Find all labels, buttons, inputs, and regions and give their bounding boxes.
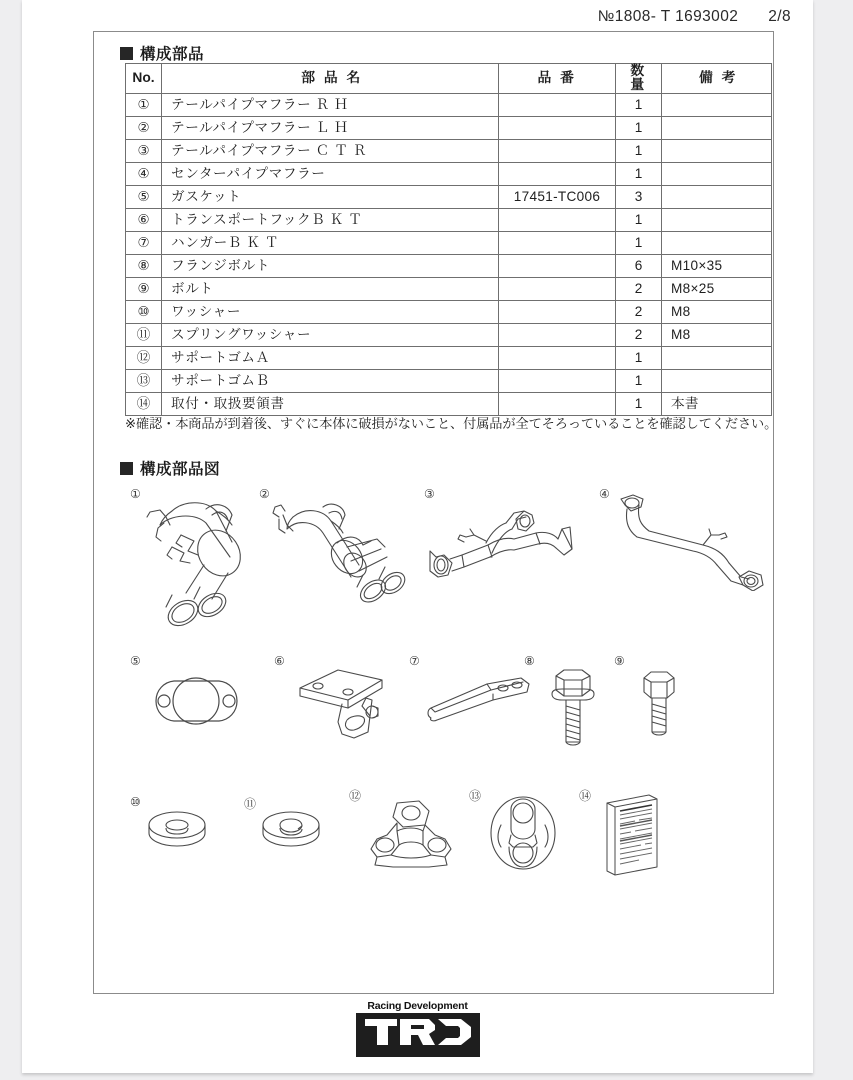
table-row bbox=[126, 116, 772, 139]
figure-transport-hook-bkt bbox=[274, 654, 404, 744]
table-row bbox=[126, 208, 772, 231]
table-header-row bbox=[126, 64, 772, 94]
cell-name: センターパイプマフラー bbox=[162, 162, 499, 185]
figure-number: ④ bbox=[599, 487, 610, 501]
cell-note bbox=[662, 208, 772, 231]
trd-tagline: Racing Development bbox=[367, 1000, 468, 1012]
cell-qty: 2 bbox=[616, 300, 662, 323]
cell-note bbox=[662, 162, 772, 185]
table-body bbox=[126, 93, 772, 415]
column-header-code: 品 番 bbox=[499, 64, 616, 94]
center-pipe-muffler-icon bbox=[607, 491, 772, 591]
table-row bbox=[126, 162, 772, 185]
spring-washer-icon bbox=[258, 809, 324, 853]
figure-number: ⑩ bbox=[130, 795, 141, 809]
cell-no: ⑬ bbox=[126, 369, 162, 392]
cell-code: 17451-TC006 bbox=[499, 185, 616, 208]
cell-note: M8×25 bbox=[662, 277, 772, 300]
tailpipe-muffler-rh-icon bbox=[136, 495, 266, 635]
bolt-icon bbox=[634, 670, 686, 742]
figure-tailpipe-muffler-lh bbox=[259, 487, 419, 627]
cell-no: ① bbox=[126, 93, 162, 116]
cell-qty: 1 bbox=[616, 162, 662, 185]
cell-name: 取付・取扱要領書 bbox=[162, 392, 499, 415]
figure-number: ⑨ bbox=[614, 654, 625, 668]
section-heading-parts-list bbox=[120, 42, 204, 64]
cell-code bbox=[499, 231, 616, 254]
black-square-bullet-icon bbox=[120, 462, 133, 475]
cell-note: M10×35 bbox=[662, 254, 772, 277]
black-square-bullet-icon bbox=[120, 47, 133, 60]
cell-note bbox=[662, 346, 772, 369]
cell-name: テールパイプマフラー Ｌ Ｈ bbox=[162, 116, 499, 139]
figure-number: ② bbox=[259, 487, 270, 501]
trd-logo bbox=[22, 1000, 813, 1057]
parts-diagram-area bbox=[94, 487, 773, 947]
cell-qty: 1 bbox=[616, 116, 662, 139]
table-row bbox=[126, 254, 772, 277]
column-header-no: No. bbox=[126, 64, 162, 94]
parts-list-table bbox=[125, 63, 772, 416]
figure-washer bbox=[130, 795, 220, 865]
cell-qty: 1 bbox=[616, 346, 662, 369]
cell-name: ボルト bbox=[162, 277, 499, 300]
table-row bbox=[126, 185, 772, 208]
cell-qty: 6 bbox=[616, 254, 662, 277]
table-row bbox=[126, 369, 772, 392]
figure-number: ⑧ bbox=[524, 654, 535, 668]
cell-qty: 1 bbox=[616, 208, 662, 231]
flange-bolt-icon bbox=[542, 668, 604, 752]
cell-note bbox=[662, 231, 772, 254]
cell-qty: 2 bbox=[616, 277, 662, 300]
cell-note bbox=[662, 369, 772, 392]
figure-hanger-bkt bbox=[409, 654, 539, 744]
figure-flange-bolt bbox=[524, 654, 614, 754]
washer-icon bbox=[144, 809, 210, 853]
figure-bolt bbox=[614, 654, 704, 754]
support-rubber-a-icon bbox=[363, 797, 457, 871]
cell-name: サポートゴムＡ bbox=[162, 346, 499, 369]
cell-code bbox=[499, 277, 616, 300]
column-header-name: 部 品 名 bbox=[162, 64, 499, 94]
cell-code bbox=[499, 139, 616, 162]
figure-number: ⑭ bbox=[579, 789, 592, 803]
cell-qty: 1 bbox=[616, 369, 662, 392]
paper-sheet bbox=[22, 0, 813, 1073]
table-row bbox=[126, 93, 772, 116]
column-header-qty: 数 量 bbox=[616, 64, 662, 94]
transport-hook-bkt-icon bbox=[286, 666, 396, 744]
cell-name: ガスケット bbox=[162, 185, 499, 208]
cell-name: トランスポートフックＢ Ｋ Ｔ bbox=[162, 208, 499, 231]
cell-qty: 1 bbox=[616, 139, 662, 162]
cell-no: ⑥ bbox=[126, 208, 162, 231]
figure-tailpipe-muffler-ctr bbox=[424, 487, 594, 597]
cell-note: 本書 bbox=[662, 392, 772, 415]
cell-note bbox=[662, 93, 772, 116]
tailpipe-muffler-lh-icon bbox=[267, 495, 417, 625]
cell-no: ⑫ bbox=[126, 346, 162, 369]
page-number: 2/8 bbox=[768, 8, 791, 25]
figure-number: ⑤ bbox=[130, 654, 141, 668]
cell-code bbox=[499, 208, 616, 231]
gasket-icon bbox=[144, 670, 249, 732]
figure-number: ⑬ bbox=[469, 789, 482, 803]
cell-note bbox=[662, 185, 772, 208]
cell-name: ワッシャー bbox=[162, 300, 499, 323]
cell-no: ④ bbox=[126, 162, 162, 185]
cell-code bbox=[499, 346, 616, 369]
content-frame bbox=[93, 31, 778, 994]
cell-name: テールパイプマフラー Ｃ Ｔ Ｒ bbox=[162, 139, 499, 162]
section-title-text: 構成部品 bbox=[140, 46, 205, 63]
cell-qty: 1 bbox=[616, 93, 662, 116]
cell-code bbox=[499, 300, 616, 323]
cell-code bbox=[499, 162, 616, 185]
figure-gasket bbox=[130, 654, 250, 744]
cell-code bbox=[499, 93, 616, 116]
cell-note: M8 bbox=[662, 323, 772, 346]
cell-no: ⑪ bbox=[126, 323, 162, 346]
cell-note bbox=[662, 139, 772, 162]
trd-wordmark-icon bbox=[363, 1017, 473, 1047]
cell-qty: 3 bbox=[616, 185, 662, 208]
figure-number: ⑫ bbox=[349, 789, 362, 803]
cell-no: ⑧ bbox=[126, 254, 162, 277]
figure-support-rubber-b bbox=[469, 787, 569, 877]
cell-name: サポートゴムＢ bbox=[162, 369, 499, 392]
section-heading-parts-diagram bbox=[120, 457, 220, 479]
support-rubber-b-icon bbox=[487, 795, 559, 873]
cell-name: ハンガーＢ Ｋ Ｔ bbox=[162, 231, 499, 254]
table-row bbox=[126, 300, 772, 323]
tailpipe-muffler-ctr-icon bbox=[414, 501, 589, 596]
cell-note: M8 bbox=[662, 300, 772, 323]
cell-no: ⑩ bbox=[126, 300, 162, 323]
figure-center-pipe-muffler bbox=[599, 487, 774, 597]
cell-no: ③ bbox=[126, 139, 162, 162]
cell-name: フランジボルト bbox=[162, 254, 499, 277]
instruction-manual-icon bbox=[601, 793, 663, 877]
table-row bbox=[126, 277, 772, 300]
table-row bbox=[126, 139, 772, 162]
cell-code bbox=[499, 369, 616, 392]
cell-code bbox=[499, 254, 616, 277]
cell-code bbox=[499, 323, 616, 346]
cell-note bbox=[662, 116, 772, 139]
figure-instruction-manual bbox=[579, 787, 679, 882]
cell-name: テールパイプマフラー Ｒ Ｈ bbox=[162, 93, 499, 116]
cell-qty: 1 bbox=[616, 231, 662, 254]
cell-name: スプリングワッシャー bbox=[162, 323, 499, 346]
column-header-note: 備 考 bbox=[662, 64, 772, 94]
figure-support-rubber-a bbox=[349, 787, 459, 877]
cell-no: ② bbox=[126, 116, 162, 139]
cell-code bbox=[499, 116, 616, 139]
figure-number: ⑪ bbox=[244, 797, 257, 811]
document-header bbox=[22, 8, 791, 26]
cell-no: ⑦ bbox=[126, 231, 162, 254]
cell-no: ⑤ bbox=[126, 185, 162, 208]
cell-qty: 2 bbox=[616, 323, 662, 346]
table-header bbox=[126, 64, 772, 94]
document-number: №1808- T 1693002 bbox=[597, 8, 739, 25]
confirmation-note: ※確認・本商品が到着後、すぐに本体に破損がないこと、付属品が全てそろっていることを確認してください。 bbox=[125, 416, 778, 431]
figure-number: ③ bbox=[424, 487, 435, 501]
table-row bbox=[126, 323, 772, 346]
figure-spring-washer bbox=[244, 795, 334, 865]
figure-tailpipe-muffler-rh bbox=[130, 487, 270, 637]
figure-number: ⑥ bbox=[274, 654, 285, 668]
cell-no: ⑨ bbox=[126, 277, 162, 300]
trd-logo-block bbox=[356, 1013, 480, 1057]
hanger-bkt-icon bbox=[423, 674, 538, 734]
figure-number: ⑦ bbox=[409, 654, 420, 668]
section-title-text: 構成部品図 bbox=[140, 461, 221, 478]
table-row bbox=[126, 231, 772, 254]
cell-no: ⑭ bbox=[126, 392, 162, 415]
figure-number: ① bbox=[130, 487, 141, 501]
table-row bbox=[126, 346, 772, 369]
cell-qty: 1 bbox=[616, 392, 662, 415]
